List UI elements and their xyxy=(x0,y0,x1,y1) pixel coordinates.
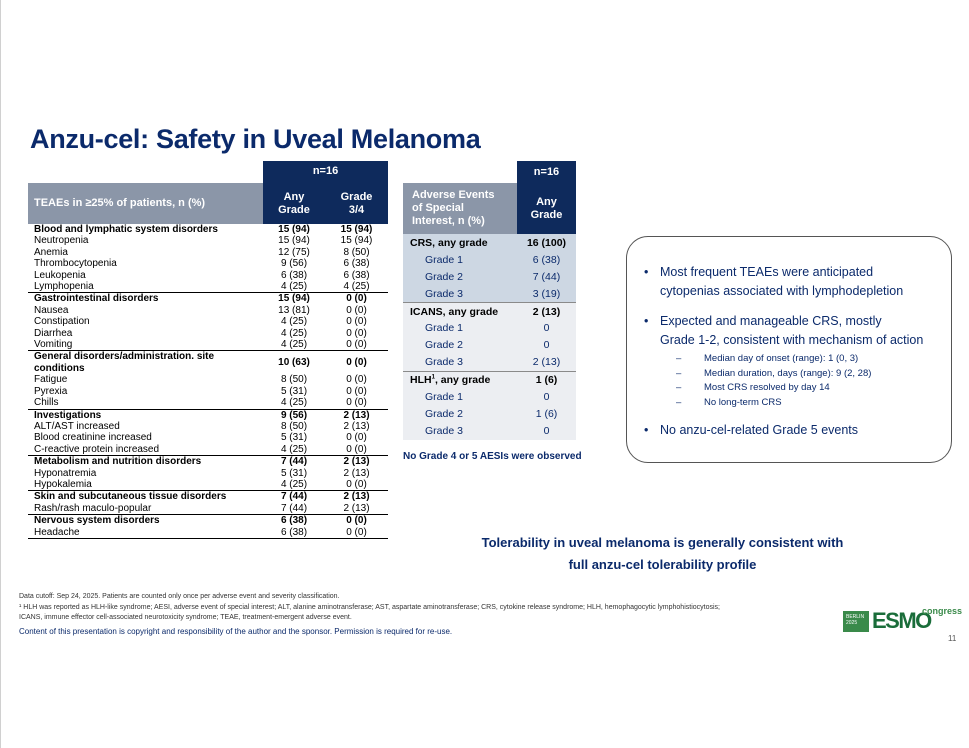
footnote-line: ¹ HLH was reported as HLH-like syndrome; AESI, adverse event of special interest; ALT, alanine aminotransferase; AST, aspartate aminotransferase; CRS, cytokine release syndrome; HLH, hemophagocytic lymphohistiocytosis; xyxy=(19,603,720,611)
dash-icon: – xyxy=(676,353,682,364)
aesi-header-label: Adverse Events of Special Interest, n (%) xyxy=(403,183,517,234)
dash-icon: – xyxy=(676,382,682,393)
teae-row xyxy=(28,235,388,246)
aesi-grade-value: 7 (44) xyxy=(517,268,576,285)
bullet-dot-icon: • xyxy=(644,265,649,279)
aesi-grade-label: Grade 2 xyxy=(403,406,517,423)
teae-g34-value: 0 (0) xyxy=(346,339,367,351)
teae-row xyxy=(28,281,388,293)
teae-any-value: 8 (50) xyxy=(280,374,308,386)
teae-row xyxy=(28,328,388,339)
aesi-grade-row xyxy=(403,406,576,423)
page-number: 11 xyxy=(948,634,957,643)
teae-any-value: 7 (44) xyxy=(263,491,325,503)
teae-event-name: Fatigue xyxy=(34,374,68,386)
teae-any-value: 4 (25) xyxy=(280,316,308,328)
teae-g34-value: 0 (0) xyxy=(325,527,388,539)
aesi-grade-row xyxy=(403,337,576,354)
teae-event-name: Rash/rash maculo-popular xyxy=(34,502,152,514)
teae-g34-value: 0 (0) xyxy=(346,327,367,339)
footnote-line: ICANS, immune effector cell-associated neurotoxicity syndrome; TEAE, treatment-emergent adverse event. xyxy=(19,614,352,621)
aesi-grade-row xyxy=(403,423,576,440)
aesi-grade-row xyxy=(403,354,576,371)
teae-row xyxy=(28,386,388,397)
summary-callout xyxy=(626,236,952,463)
teae-row xyxy=(28,397,388,409)
esmo-congress-logo xyxy=(843,606,963,634)
aesi-group-icans xyxy=(403,303,576,372)
page-title: Anzu-cel: Safety in Uveal Melanoma xyxy=(30,124,481,154)
teae-event-name: Neutropenia xyxy=(34,235,89,247)
tolerability-statement: Tolerability in uveal melanoma is generally consistent with full anzu-cel tolerability profile xyxy=(481,535,844,572)
teae-g34-value: 0 (0) xyxy=(346,397,367,409)
aesi-grade-value: 3 (19) xyxy=(517,286,576,303)
teae-row xyxy=(28,479,388,491)
aesi-grade-row xyxy=(403,286,576,303)
callout-bullet xyxy=(643,421,941,440)
aesi-n-label: n=16 xyxy=(517,161,576,183)
callout-sub-item: – No long-term CRS xyxy=(660,396,941,411)
teae-category-name: Skin and subcutaneous tissue disorders xyxy=(28,491,263,503)
teae-event-name: C-reactive protein increased xyxy=(34,443,160,455)
teae-g34-value: 0 (0) xyxy=(346,432,367,444)
aesi-grade-label: Grade 1 xyxy=(403,251,517,268)
teae-g34-value: 0 (0) xyxy=(346,478,367,490)
aesi-grade-label: Grade 2 xyxy=(403,337,517,354)
teae-event-name: Nausea xyxy=(34,304,69,316)
teae-any-value: 15 (94) xyxy=(263,293,325,305)
teae-g34-value: 0 (0) xyxy=(346,316,367,328)
teae-any-value: 15 (94) xyxy=(278,235,310,247)
teae-g34-value: 2 (13) xyxy=(343,420,370,432)
aesi-grade-label: Grade 3 xyxy=(403,354,517,371)
aesi-category-row xyxy=(403,372,576,389)
aesi-group-hlh xyxy=(403,372,576,441)
teae-n-label: n=16 xyxy=(263,161,388,183)
teae-event-name: Hyponatremia xyxy=(34,467,97,479)
teae-g34-value: 6 (38) xyxy=(343,258,370,270)
callout-bullet xyxy=(643,312,941,410)
teae-g34-value: 8 (50) xyxy=(343,246,370,258)
footnote-marker: 1 xyxy=(431,374,435,381)
teae-category-row xyxy=(28,224,388,235)
teae-event-name: Diarrhea xyxy=(34,327,73,339)
aesi-grade-row xyxy=(403,389,576,406)
logo-badge: BERLIN 2025 xyxy=(843,611,869,632)
aesi-any-value: 2 (13) xyxy=(517,303,576,320)
aesi-grade-label: Grade 2 xyxy=(403,268,517,285)
teae-any-value: 7 (44) xyxy=(263,456,325,468)
teae-row xyxy=(28,305,388,316)
copyright-notice: Content of this presentation is copyright and responsibility of the author and the sponsor. Permission is required for re-use. xyxy=(19,627,453,636)
aesi-grade-row xyxy=(403,268,576,285)
footnote-line: Data cutoff: Sep 24, 2025. Patients are counted only once per adverse event and severity classification. xyxy=(19,593,340,600)
teae-event-name: Vomiting xyxy=(34,339,73,351)
slide-edge xyxy=(0,0,1,748)
callout-sub-item: – Median duration, days (range): 9 (2, 28) xyxy=(660,367,941,382)
teae-any-value: 4 (25) xyxy=(280,443,308,455)
bullet-dot-icon: • xyxy=(644,314,649,328)
aesi-grade-label: Grade 1 xyxy=(403,320,517,337)
teae-table-body xyxy=(28,224,388,538)
teae-any-value: 6 (38) xyxy=(263,515,325,527)
callout-bullet xyxy=(643,263,941,301)
aesi-category-row xyxy=(403,234,576,251)
aesi-grade-value: 0 xyxy=(517,320,576,337)
callout-sub-list xyxy=(660,352,941,410)
aesi-category-row xyxy=(403,303,576,320)
teae-g34-value: 0 (0) xyxy=(325,293,388,305)
teae-any-value: 4 (25) xyxy=(280,397,308,409)
logo-wordmark: ESMO xyxy=(872,608,931,633)
teae-category-row xyxy=(28,491,388,503)
teae-any-value: 5 (31) xyxy=(280,467,308,479)
aesi-grade-label: Grade 1 xyxy=(403,389,517,406)
teae-any-value: 5 (31) xyxy=(280,432,308,444)
teae-any-value: 8 (50) xyxy=(280,420,308,432)
callout-bullet-text: Most frequent TEAEs were anticipated cytopenias associated with lymphodepletion xyxy=(660,265,904,298)
teae-category-row xyxy=(28,409,388,421)
teae-category-name: Investigations xyxy=(28,409,263,421)
teae-row xyxy=(28,339,388,351)
teae-category-name: Gastrointestinal disorders xyxy=(28,293,263,305)
teae-any-value: 13 (81) xyxy=(278,304,310,316)
bullet-dot-icon: • xyxy=(644,423,649,437)
teae-event-name: Headache xyxy=(28,527,263,539)
dash-icon: – xyxy=(676,396,682,408)
teae-row xyxy=(28,316,388,327)
aesi-grade-value: 2 (13) xyxy=(517,354,576,371)
teae-category-name: Nervous system disorders xyxy=(28,515,263,527)
teae-row xyxy=(28,432,388,443)
teae-g34-value: 2 (13) xyxy=(325,491,388,503)
teae-col-grade-34: Grade 3/4 xyxy=(325,183,388,224)
teae-any-value: 4 (25) xyxy=(280,478,308,490)
teae-g34-value: 15 (94) xyxy=(340,235,373,247)
teae-row xyxy=(28,421,388,432)
teae-row xyxy=(28,270,388,281)
teae-row xyxy=(28,444,388,456)
teae-category-name: General disorders/administration. site conditions xyxy=(28,351,263,374)
teae-event-name: Constipation xyxy=(34,316,90,328)
aesi-group-crs xyxy=(403,234,576,303)
teae-category-row xyxy=(28,456,388,468)
teae-any-value: 4 (25) xyxy=(280,327,308,339)
logo-suffix: congress xyxy=(922,606,963,616)
teae-any-value: 7 (44) xyxy=(280,502,308,514)
teae-any-value: 9 (56) xyxy=(263,409,325,421)
teae-event-name: Blood creatinine increased xyxy=(34,432,152,444)
teae-event-name: Thrombocytopenia xyxy=(34,258,117,270)
aesi-grade-row xyxy=(403,320,576,337)
teae-g34-value: 4 (25) xyxy=(343,281,370,293)
teae-g34-value: 0 (0) xyxy=(346,374,367,386)
teae-g34-value: 2 (13) xyxy=(325,409,388,421)
teae-any-value: 10 (63) xyxy=(263,351,325,374)
teae-any-value: 9 (56) xyxy=(280,258,308,270)
teae-g34-value: 0 (0) xyxy=(346,443,367,455)
teae-any-value: 4 (25) xyxy=(280,339,308,351)
teae-event-name: Leukopenia xyxy=(34,269,86,281)
teae-g34-value: 0 (0) xyxy=(346,385,367,397)
callout-bullet-text: Expected and manageable CRS, mostly Grade 1-2, consistent with mechanism of action xyxy=(660,314,924,347)
teae-table xyxy=(28,161,388,539)
teae-g34-value: 2 (13) xyxy=(343,467,370,479)
aesi-note: No Grade 4 or 5 AESIs were observed xyxy=(403,451,582,462)
callout-sub-item: – Median day of onset (range): 1 (0, 3) xyxy=(660,352,941,367)
teae-category-row xyxy=(28,293,388,305)
aesi-grade-label: Grade 3 xyxy=(403,286,517,303)
teae-row xyxy=(28,527,388,539)
teae-col-any-grade: Any Grade xyxy=(263,183,325,224)
teae-row xyxy=(28,247,388,258)
teae-any-value: 5 (31) xyxy=(280,385,308,397)
aesi-grade-value: 6 (38) xyxy=(517,251,576,268)
teae-any-value: 15 (94) xyxy=(278,224,310,235)
teae-event-name: Hypokalemia xyxy=(34,478,92,490)
teae-category-name: Metabolism and nutrition disorders xyxy=(28,456,263,468)
teae-category-row xyxy=(28,515,388,527)
teae-event-name: Anemia xyxy=(34,246,68,258)
aesi-grade-value: 0 xyxy=(517,423,576,440)
teae-any-value: 12 (75) xyxy=(278,246,310,258)
teae-g34-value: 0 (0) xyxy=(325,351,388,374)
footnotes xyxy=(19,592,720,624)
aesi-any-value: 1 (6) xyxy=(517,372,576,389)
aesi-grade-value: 0 xyxy=(517,337,576,354)
teae-event-name: ALT/AST increased xyxy=(34,420,120,432)
dash-icon: – xyxy=(676,367,682,379)
aesi-grade-label: Grade 3 xyxy=(403,423,517,440)
aesi-category-name: HLH$^1$, any grade xyxy=(403,372,517,389)
callout-bullet-text: No anzu-cel-related Grade 5 events xyxy=(660,423,859,437)
teae-g34-value: 6 (38) xyxy=(343,269,370,281)
aesi-grade-row xyxy=(403,251,576,268)
teae-g34-value: 2 (13) xyxy=(343,502,370,514)
teae-event-name: Pyrexia xyxy=(34,385,68,397)
aesi-category-name: CRS, any grade xyxy=(403,234,517,251)
teae-category-name: Blood and lymphatic system disorders xyxy=(34,224,218,235)
aesi-any-value: 16 (100) xyxy=(517,234,576,251)
teae-g34-value: 2 (13) xyxy=(325,456,388,468)
teae-any-value: 6 (38) xyxy=(280,269,308,281)
teae-g34-value: 0 (0) xyxy=(325,515,388,527)
aesi-grade-value: 1 (6) xyxy=(517,406,576,423)
teae-event-name: Chills xyxy=(34,397,59,409)
aesi-category-name: ICANS, any grade xyxy=(403,303,517,320)
callout-sub-item: – Most CRS resolved by day 14 xyxy=(660,381,941,396)
teae-row xyxy=(28,468,388,479)
teae-row xyxy=(28,374,388,385)
teae-header-label: TEAEs in ≥25% of patients, n (%) xyxy=(28,183,263,224)
teae-row xyxy=(28,258,388,269)
teae-any-value: 4 (25) xyxy=(280,281,308,293)
teae-g34-value: 15 (94) xyxy=(340,224,373,235)
aesi-grade-value: 0 xyxy=(517,389,576,406)
teae-g34-value: 0 (0) xyxy=(346,304,367,316)
teae-any-value: 6 (38) xyxy=(263,527,325,539)
aesi-col-any-grade: Any Grade xyxy=(517,183,576,234)
teae-event-name: Lymphopenia xyxy=(34,281,94,293)
teae-row xyxy=(28,503,388,515)
teae-category-row xyxy=(28,351,388,374)
aesi-table xyxy=(403,161,576,440)
